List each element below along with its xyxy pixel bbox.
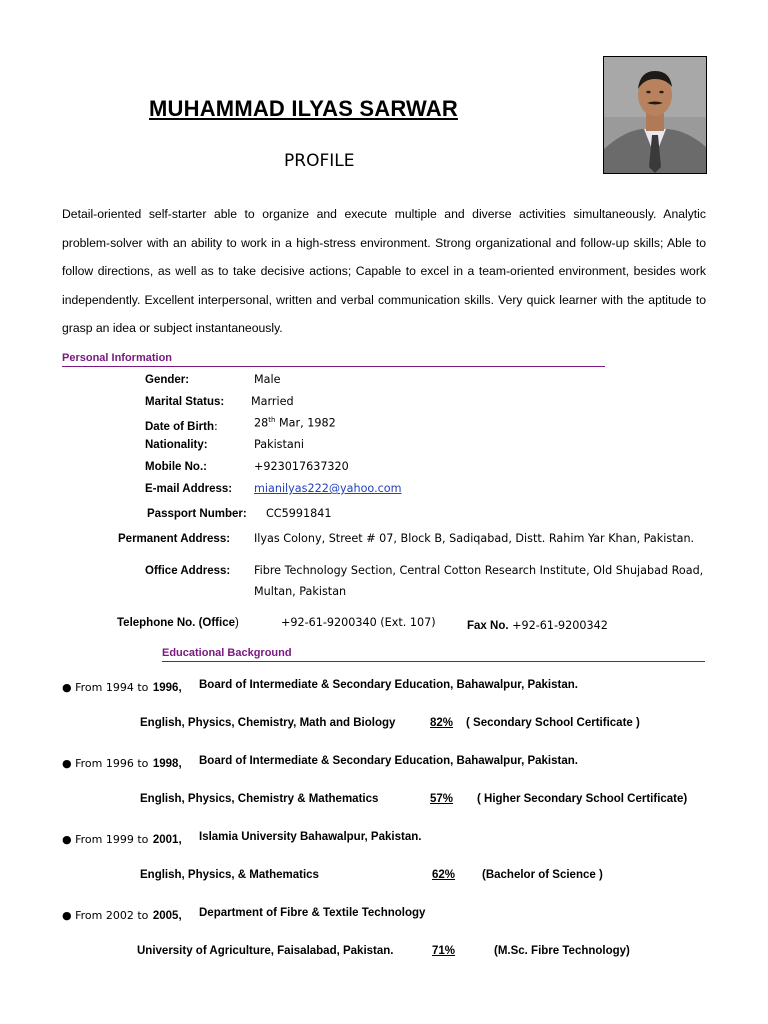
fax-field xyxy=(467,616,608,634)
education-entry-3 xyxy=(62,830,182,848)
education-to-year: 1996, xyxy=(152,682,182,694)
marital-status-label: Marital Status: xyxy=(145,396,225,408)
bullet-icon: ● xyxy=(62,757,76,770)
telephone-value: +92-61-9200340 (Ext. 107) xyxy=(281,616,436,629)
passport-label: Passport Number: xyxy=(147,508,247,520)
education-degree: ( Higher Secondary School Certificate) xyxy=(477,793,688,805)
telephone-label-c: ) xyxy=(235,617,239,629)
education-to-year: 2001, xyxy=(152,834,182,846)
education-institution: Department of Fibre & Textile Technology xyxy=(199,907,426,919)
office-address-line1: Fibre Technology Section, Central Cotton Research Institute, Old Shujabad Road, xyxy=(254,564,704,577)
office-address-label: Office Address: xyxy=(145,565,231,577)
candidate-name: MUHAMMAD ILYAS SARWAR xyxy=(149,96,458,121)
education-from: From 1999 to xyxy=(75,833,149,846)
fax-label: Fax No. xyxy=(467,620,509,632)
education-subjects: University of Agriculture, Faisalabad, Pakistan. xyxy=(137,945,394,957)
education-institution: Islamia University Bahawalpur, Pakistan. xyxy=(199,831,422,843)
dob-label xyxy=(145,417,218,435)
nationality-label: Nationality: xyxy=(145,439,208,451)
mobile-label: Mobile No.: xyxy=(145,461,207,473)
bullet-icon: ● xyxy=(62,909,76,922)
bullet-icon: ● xyxy=(62,681,76,694)
office-address-line2: Multan, Pakistan xyxy=(254,585,347,598)
dob-day: 28 xyxy=(254,416,269,430)
education-subjects: English, Physics, Chemistry, Math and Biology xyxy=(140,717,396,729)
portrait-image xyxy=(604,57,706,173)
nationality-value: Pakistani xyxy=(254,438,304,451)
bullet-icon: ● xyxy=(62,833,76,846)
email-label: E-mail Address: xyxy=(145,483,233,495)
mobile-value: +923017637320 xyxy=(254,460,349,473)
education-percent: 57% xyxy=(430,793,454,805)
education-subjects: English, Physics, & Mathematics xyxy=(140,869,319,881)
education-to-year: 2005, xyxy=(152,910,182,922)
passport-value: CC5991841 xyxy=(266,507,332,520)
dob-label-text: Date of Birth xyxy=(145,421,214,433)
education-degree: (M.Sc. Fibre Technology) xyxy=(494,945,630,957)
dob-value xyxy=(254,416,336,430)
profile-photo xyxy=(603,56,707,174)
profile-summary: Detail-oriented self-starter able to organize and execute multiple and diverse activities simultaneously. Analytic problem-solver with an ability to work in a high-stress environment. Strong organizational and follow-up skills; Able to follow directions, as well as to take decisive actions; Capable to excel in a team-oriented environment, besides work independently. Excellent interpersonal, written and verbal communication skills. Very quick learner with the aptitude to grasp an idea or subject instantaneously. xyxy=(62,207,706,336)
education-from: From 1994 to xyxy=(75,681,149,694)
education-percent: 62% xyxy=(432,869,456,881)
education-institution: Board of Intermediate & Secondary Education, Bahawalpur, Pakistan. xyxy=(199,755,578,767)
education-from: From 1996 to xyxy=(75,757,149,770)
telephone-label-a: Telephone No. ( xyxy=(117,617,203,629)
gender-label: Gender: xyxy=(145,374,190,386)
education-entry-2 xyxy=(62,754,182,772)
marital-status-value: Married xyxy=(251,395,294,408)
profile-title: PROFILE xyxy=(284,151,355,171)
education-subjects: English, Physics, Chemistry & Mathematics xyxy=(140,793,379,805)
telephone-label-b: Office xyxy=(202,617,235,629)
personal-info-heading xyxy=(62,352,605,367)
dob-label-colon: : xyxy=(214,420,218,433)
education-percent: 82% xyxy=(430,717,454,729)
education-degree: (Bachelor of Science ) xyxy=(482,869,603,881)
education-percent: 71% xyxy=(432,945,456,957)
education-to-year: 1998, xyxy=(152,758,182,770)
education-entry-1 xyxy=(62,678,182,696)
education-heading xyxy=(162,647,705,662)
fax-value: +92-61-9200342 xyxy=(508,619,608,632)
dob-rest: Mar, 1982 xyxy=(275,416,336,430)
email-link[interactable]: mianilyas222@yahoo.com xyxy=(254,482,402,495)
gender-value: Male xyxy=(254,373,281,386)
personal-info-heading-text: Personal Information xyxy=(62,352,173,364)
education-degree: ( Secondary School Certificate ) xyxy=(466,717,640,729)
dob-suffix: th xyxy=(268,416,276,424)
education-heading-text: Educational Background xyxy=(162,647,292,659)
permanent-address-value: Ilyas Colony, Street # 07, Block B, Sadiqabad, Distt. Rahim Yar Khan, Pakistan. xyxy=(254,532,695,545)
education-entry-4 xyxy=(62,906,182,924)
education-from: From 2002 to xyxy=(75,909,149,922)
telephone-label xyxy=(117,617,239,629)
education-institution: Board of Intermediate & Secondary Education, Bahawalpur, Pakistan. xyxy=(199,679,578,691)
permanent-address-label: Permanent Address: xyxy=(118,533,231,545)
